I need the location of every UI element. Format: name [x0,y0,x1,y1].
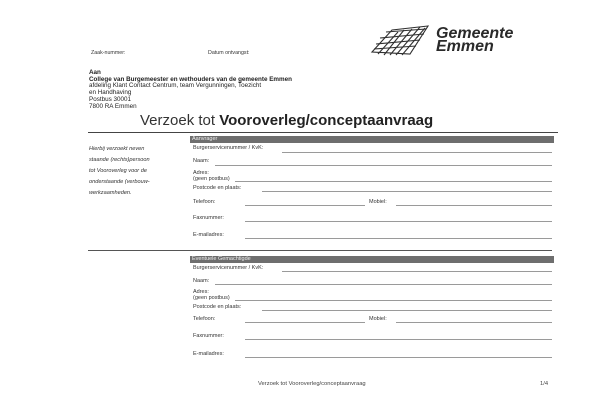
logo-text-gemeente: Gemeente [436,25,514,42]
intro-note-line3: tot Vooroverleg voor de [89,168,147,174]
title-rule [88,132,558,133]
gemeente-emmen-logo [370,22,570,64]
aanvrager-email-label: E-mailadres: [193,232,224,238]
intro-note-line2: staande (rechts)persoon [89,157,150,163]
section-divider [88,250,552,251]
address-postbus: Postbus 30001 [89,95,132,103]
gemachtigde-adres-label: Adres: [193,289,209,295]
aanvrager-mobiel-label: Mobiel: [369,199,387,205]
form-title-prefix: Verzoek tot [140,112,220,129]
address-afdeling: afdeling Klant Contact Centrum, team Vergunningen, Toezicht [89,82,262,90]
aanvrager-fax-label: Faxnummer: [193,215,224,221]
aanvrager-postcode-label: Postcode en plaats: [193,185,242,191]
gemachtigde-bsn-field[interactable] [282,271,552,272]
gemachtigde-email-field[interactable] [245,357,552,358]
recipient-address [89,70,292,110]
address-postcode: 7800 RA Emmen [89,102,137,110]
form-title [140,112,433,129]
gemachtigde-postcode-label: Postcode en plaats: [193,304,242,310]
gemachtigde-telefoon-label: Telefoon: [193,316,216,322]
gemachtigde-naam-field[interactable] [215,284,552,285]
aanvrager-bsn-field[interactable] [282,152,552,153]
logo-text-emmen: Emmen [436,38,494,55]
address-college: College van Burgemeester en wethouders van de gemeente Emmen [89,75,292,83]
gemachtigde-mobiel-label: Mobiel: [369,316,387,322]
aanvrager-telefoon-label: Telefoon: [193,199,216,205]
aanvrager-email-field[interactable] [245,238,552,239]
section-header-gemachtigde: Eventuele Gemachtigde [190,256,554,263]
address-handhaving: en Handhaving [89,89,132,97]
aanvrager-adres-label: Adres: [193,170,209,176]
gemachtigde-mobiel-field[interactable] [396,322,552,323]
gemachtigde-telefoon-field[interactable] [245,322,365,323]
gemachtigde-email-label: E-mailadres: [193,351,224,357]
gemachtigde-fax-label: Faxnummer: [193,333,224,339]
intro-note-line4: onderstaande (verbouw- [89,179,150,185]
address-aan: Aan [89,69,101,76]
gemachtigde-naam-label: Naam: [193,278,210,284]
aanvrager-naam-field[interactable] [215,165,552,166]
datum-ontvangst-label: Datum ontvangst: [208,50,250,56]
gemachtigde-postcode-field[interactable] [262,310,552,311]
footer-title: Verzoek tot Vooroverleg/conceptaanvraag [258,381,366,387]
section-header-aanvrager: Aanvrager [190,136,554,143]
aanvrager-naam-label: Naam: [193,158,210,164]
intro-note-line1: Hierbij verzoekt neven [89,146,145,152]
intro-note-line5: werkzaamheden. [89,190,132,196]
aanvrager-adres-field[interactable] [235,181,552,182]
footer-page-number: 1/4 [540,381,549,387]
form-title-bold: Vooroverleg/conceptaanvraag [219,112,434,129]
intro-note [89,144,185,199]
gemachtigde-adres-field[interactable] [235,300,552,301]
gemachtigde-adres-sublabel: (geen postbus) [193,295,230,301]
gemachtigde-bsn-label: Burgerservicenummer / KvK: [193,265,264,271]
aanvrager-postcode-field[interactable] [262,191,552,192]
logo-mark-icon [370,24,432,60]
aanvrager-bsn-label: Burgerservicenummer / KvK: [193,145,264,151]
zaak-nummer-label: Zaak-nummer: [91,50,126,56]
gemachtigde-fax-field[interactable] [245,339,552,340]
aanvrager-telefoon-field[interactable] [245,205,365,206]
aanvrager-adres-sublabel: (geen postbus) [193,176,230,182]
aanvrager-mobiel-field[interactable] [396,205,552,206]
aanvrager-fax-field[interactable] [245,221,552,222]
